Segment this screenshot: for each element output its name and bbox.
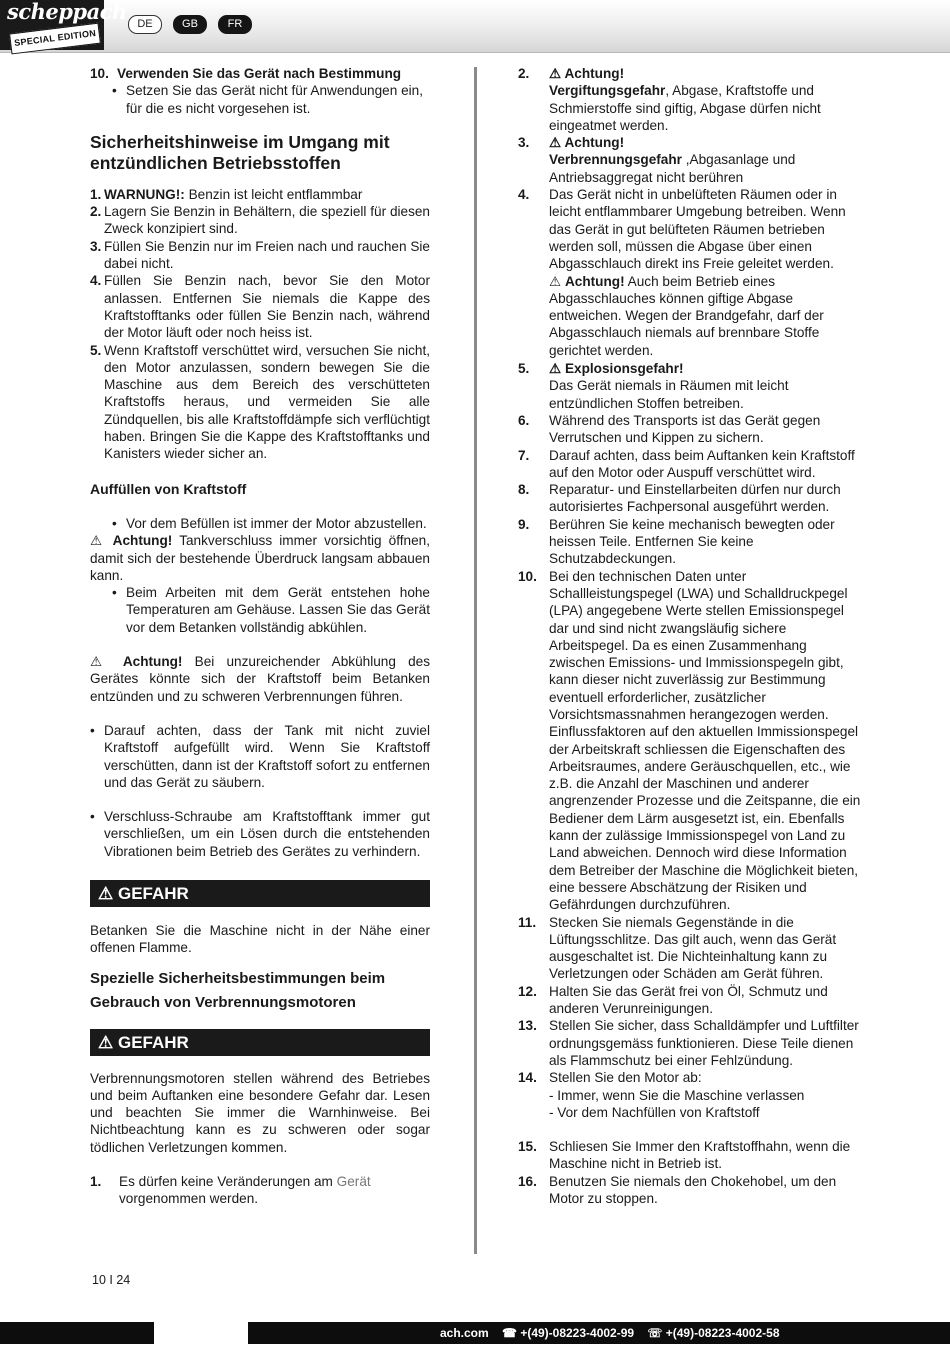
scheppach-logo <box>0 0 127 50</box>
item-10-heading: 10. Verwenden Sie das Gerät nach Bestimmung <box>90 66 402 81</box>
list-item: 9. Berühren Sie keine mechanisch bewegten oder heissen Teile. Entfernen Sie keine Schutzabdeckungen. <box>518 516 835 567</box>
warning-triangle-icon: ⚠ <box>90 654 111 670</box>
language-de[interactable]: DE <box>128 15 162 34</box>
footer-phone: ☎ +(49)-08223-4002-99 <box>502 1326 635 1340</box>
achtung-note: ⚠ Achtung! Bei unzureichender Abkühlung des Gerätes könnte sich der Kraftstoff beim Betanken entzünden und zu schweren Verbrennungen führen. <box>90 654 431 704</box>
danger-text: Verbrennungsmotoren stellen während des Betriebes und beim Auftanken eine besondere Gefahr dar. Lesen und beachten Sie immer die Warnhinweise. Bei Nichtbeachtung kann es zu schweren oder sogar tödlichen Verletzungen kommen. <box>90 1070 430 1155</box>
warning-triangle-icon: ⚠ <box>549 273 562 289</box>
fuel-safety-list <box>90 186 430 463</box>
bullet-item: • Beim Arbeiten mit dem Gerät entstehen hohe Temperaturen am Gehäuse. Lassen Sie das Gerät vor dem Betanken vollständig abkühlen. <box>112 585 430 635</box>
list-item: 8. Reparatur- und Einstellarbeiten dürfen nur durch autorisiertes Fachpersonal ausgeführt werden. <box>518 482 841 515</box>
list-item: 2. Lagern Sie Benzin in Behältern, die speziell für diesen Zweck konzipiert sind. <box>90 204 430 237</box>
list-item: 3. Füllen Sie Benzin nur im Freien nach und rauchen Sie dabei nicht. <box>90 238 430 272</box>
warning-triangle-icon: ⚠ <box>98 883 114 903</box>
bullet-item: • Darauf achten, dass der Tank mit nicht zuviel Kraftstoff aufgefüllt wird. Wenn Sie Kraftstoff verschütten, dann ist der Kraftstoff sofort zu entfernen und das Gerät zu säubern. <box>90 722 430 790</box>
list-item: 10. Bei den technischen Daten unter Schallleistungspegel (LWA) und Schalldruckpegel (LPA) angegebene Werte stellen Emissionspegel dar und sind nicht zwangsläufig sichere Arbeitspegel. Da es einen Zusammenhang zwischen Emissions- und Immissionspegeln gibt, kann dieser nicht zuverlässig zur Bestimmung eventuell erforderlicher, zusätzlicher Vorsichtsmassnahmen herangezogen werden. Einflussfaktoren auf den aktuellen Immissionspegel der Arbeitskraft schliessen die Eigenschaften des Arbeitsraumes, andere Geräuschquellen, etc., wie z.B. die Anzahl der Maschinen und anderer angrenzender Prozesse und die Zeitspanne, die ein Bediener dem Lärm ausgesetzt ist, ein. Ebenfalls kann der zulässige Immissionspegel von Land zu Land abweichen. Dennoch wird diese Information dem Betreiber der Maschine die Möglichkeit bieten, eine bessere Abschätzung der Risiken und Gefährdungen durchzuführen. <box>518 568 861 913</box>
danger-banner: ⚠ GEFAHR <box>90 880 430 907</box>
achtung-note: ⚠ Achtung! Tankverschluss immer vorsichtig öffnen, damit sich der bestehende Überdruck langsam abbauen kann. <box>90 533 430 583</box>
bullet-item: • Verschluss-Schraube am Kraftstofftank immer gut verschließen, um ein Lösen durch die entstehenden Vibrationen beim Betrieb des Gerätes zu verhindern. <box>90 809 430 859</box>
warning-triangle-icon: ⚠ <box>549 66 562 81</box>
warning-triangle-icon: ⚠ <box>98 1032 114 1052</box>
bullet-icon: • <box>112 83 117 99</box>
danger-banner: ⚠ GEFAHR <box>90 1029 430 1056</box>
language-fr[interactable]: FR <box>218 15 252 34</box>
list-item: 6. Während des Transports ist das Gerät gegen Verrutschen und Kippen zu sichern. <box>518 412 821 446</box>
bullet-icon: • <box>90 809 95 825</box>
logo-wordmark: scheppach <box>7 0 127 24</box>
list-item: 1. WARNUNG!: Benzin ist leicht entflammbar <box>90 186 363 202</box>
footer-white-block <box>154 1322 248 1344</box>
list-item: 15. Schliesen Sie Immer den Kraftstoffhahn, wenn die Maschine nicht in Betrieb ist. <box>518 1139 851 1172</box>
left-column <box>90 65 430 1208</box>
language-gb[interactable]: GB <box>173 15 207 34</box>
list-item: 14. Stellen Sie den Motor ab: - Immer, wenn Sie die Maschine verlassen - Vor dem Nachfüllen von Kraftstoff <box>518 1070 805 1120</box>
list-item: 4. Füllen Sie Benzin nach, bevor Sie den Motor anlassen. Entfernen Sie niemals die Kappe des Kraftstofftanks oder füllen Sie Benzin nach, während der Motor läuft oder noch heiss ist. <box>90 273 430 341</box>
list-item: 1. Es dürfen keine Veränderungen am Gerät vorgenommen werden. <box>90 1174 371 1207</box>
list-item: 7. Darauf achten, dass beim Auftanken kein Kraftstoff auf den Motor oder Auspuff verschüttet wird. <box>518 447 855 480</box>
logo-badge: SPECIAL EDITION <box>9 23 101 55</box>
subheading-refuel: Auffüllen von Kraftstoff <box>90 480 247 497</box>
bullet-item: • Vor dem Befüllen ist immer der Motor abzustellen. <box>112 515 427 531</box>
danger-text: Betanken Sie die Maschine nicht in der Nähe einer offenen Flamme. <box>90 922 430 956</box>
section-heading-engines: Spezielle Sicherheitsbestimmungen beim Gebrauch von Verbrennungsmotoren <box>90 969 386 1011</box>
item-10-bullet: • Setzen Sie das Gerät nicht für Anwendungen ein, für die es nicht vorgesehen ist. <box>112 83 423 116</box>
list-item: 5. ⚠ Explosionsgefahr! Das Gerät niemals in Räumen mit leicht entzündlichen Stoffen betreiben. <box>518 361 789 411</box>
warning-triangle-icon: ⚠ <box>549 361 562 377</box>
list-item: 11. Stecken Sie niemals Gegenstände in die Lüftungsschlitze. Das gilt auch, wenn das Gerät ausgeschaltet ist. Die Nichteinhaltung kann zu Verletzungen oder Schäden am Gerät führen. <box>518 914 837 982</box>
list-item: 13. Stellen Sie sicher, dass Schalldämpfer und Luftfilter ordnungsgemäss funktionieren. Diese Teile dienen als Flammschutz bei einer Fehlzündung. <box>518 1018 859 1068</box>
page-header <box>0 0 950 53</box>
warning-triangle-icon: ⚠ <box>90 533 106 549</box>
warning-triangle-icon: ⚠ <box>549 135 562 151</box>
list-item: 3. ⚠ Achtung! Verbrennungsgefahr ,Abgasanlage und Antriebsaggregat nicht berühren <box>518 135 796 185</box>
footer-contact <box>440 1322 790 1344</box>
list-item: 2. ⚠ Achtung! Vergiftungsgefahr, Abgase, Kraftstoffe und Schmierstoffe sind giftig, Abgase dürfen nicht eingeatmet werden. <box>518 66 821 133</box>
footer-bar <box>0 1322 950 1344</box>
list-item: 5. Wenn Kraftstoff verschüttet wird, versuchen Sie nicht, den Motor anzulassen, sondern bewegen Sie die Maschine aus dem Bereich des verschütteten Kraftstoffs heraus, und vermeiden Sie alle Zündquellen, bis alle Kraftstoffdämpfe sich verflüchtigt haben. Bringen Sie die Kappe des Kraftstofftanks und Kanisters wieder sicher an. <box>90 342 430 462</box>
list-item: 12. Halten Sie das Gerät frei von Öl, Schmutz und anderen Verunreinigungen. <box>518 983 828 1017</box>
list-item: 4. Das Gerät nicht in unbelüfteten Räumen oder in leicht entflammbarer Umgebung betreiben. Wenn das Gerät in gut belüfteten Räumen betrieben werden soll, müssen die Abgase über einen Abgasschlauch direkt ins Freie geleitet werden. ⚠ Achtung! Auch beim Betrieb eines Abgasschlauches können giftige Abgase entweichen. Wegen der Brandgefahr, darf der Abgasschlauch niemals auf brennbare Stoffe gerichtet werden. <box>518 187 846 358</box>
footer-fax: ☏ +(49)-08223-4002-58 <box>647 1326 780 1340</box>
list-item: 16. Benutzen Sie niemals den Chokehobel, um den Motor zu stoppen. <box>518 1173 837 1206</box>
footer-website[interactable]: ach.com <box>440 1326 489 1340</box>
bullet-icon: • <box>112 585 117 601</box>
right-column <box>518 65 862 1207</box>
section-heading-fuels: Sicherheitshinweise im Umgang mit entzündlichen Betriebsstoffen <box>90 131 390 173</box>
column-divider <box>474 67 477 1254</box>
page-number: 10 I 24 <box>92 1273 131 1287</box>
bullet-icon: • <box>112 515 117 531</box>
bullet-icon: • <box>90 722 95 738</box>
